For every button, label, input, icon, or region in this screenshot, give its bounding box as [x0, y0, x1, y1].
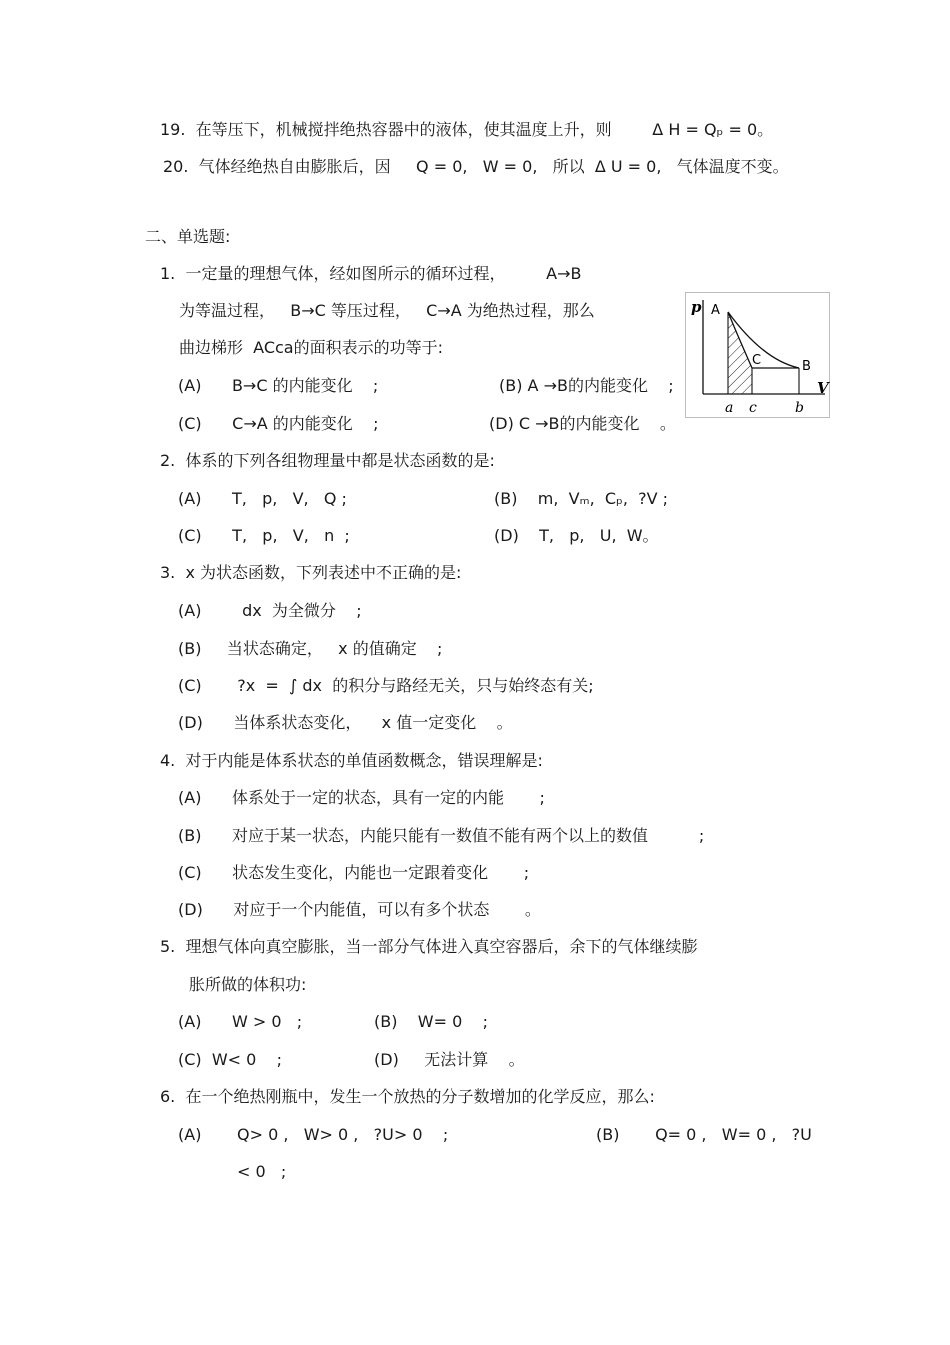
- question-3-option-c: (C) ?x = ∫ dx 的积分与路经无关，只与始终态有关;: [178, 676, 594, 695]
- question-1-option-d: (D) C →B的内能变化 。: [489, 414, 676, 433]
- point-c-label: C: [752, 353, 762, 368]
- question-1-option-a: (A) B→C 的内能变化 ;: [178, 376, 379, 395]
- point-a-label: A: [711, 303, 720, 318]
- question-2-stem: 2. 体系的下列各组物理量中都是状态函数的是:: [160, 451, 495, 470]
- axis-v-label: V: [817, 379, 829, 397]
- question-1-stem-cont: 为等温过程， B→C 等压过程， C→A 为绝热过程，那么: [179, 301, 595, 320]
- question-6-option-b: (B) Q= 0 , W= 0 , ?U: [596, 1125, 812, 1144]
- axis-p-label: p: [691, 298, 702, 316]
- question-5-option-c: (C) W< 0 ;: [178, 1050, 283, 1069]
- section-title: 二、单选题:: [145, 227, 231, 246]
- question-3-option-a: (A) dx 为全微分 ;: [178, 601, 362, 620]
- pv-cycle-diagram: [685, 292, 830, 418]
- question-3-option-d: (D) 当体系状态变化， x 值一定变化 。: [178, 713, 513, 732]
- tick-a-label: a: [725, 400, 734, 416]
- point-b-label: B: [802, 359, 811, 374]
- question-5-option-a: (A) W > 0 ;: [178, 1012, 303, 1031]
- question-5-stem: 5. 理想气体向真空膨胀，当一部分气体进入真空容器后，余下的气体继续膨: [160, 937, 698, 956]
- hatched-area-acca: [728, 312, 752, 394]
- question-2-option-b: (B) m, Vₘ, Cₚ, ?V ;: [494, 489, 669, 508]
- question-5-option-d: (D) 无法计算 。: [374, 1050, 525, 1069]
- question-1-stem: 1. 一定量的理想气体，经如图所示的循环过程， A→B: [160, 264, 582, 283]
- pv-cycle-figure: [685, 292, 830, 418]
- question-2-option-c: (C) T, p, V, n ;: [178, 526, 350, 545]
- question-4-option-b: (B) 对应于某一状态，内能只能有一数值不能有两个以上的数值 ;: [178, 826, 705, 845]
- tick-c-label: c: [749, 400, 757, 416]
- tf-question-19: 19. 在等压下，机械搅拌绝热容器中的液体，使其温度上升，则 Δ H = Qₚ = 0。: [160, 120, 774, 139]
- question-4-option-d: (D) 对应于一个内能值，可以有多个状态 。: [178, 900, 541, 919]
- question-3-option-b: (B) 当状态确定， x 的值确定 ;: [178, 639, 443, 658]
- tick-b-label: b: [795, 400, 804, 416]
- question-5-option-b: (B) W= 0 ;: [374, 1012, 489, 1031]
- question-1-option-b: (B) A →B的内能变化 ;: [499, 376, 674, 395]
- question-5-stem-cont: 胀所做的体积功:: [189, 975, 307, 994]
- question-6-stem: 6. 在一个绝热刚瓶中，发生一个放热的分子数增加的化学反应，那么:: [160, 1087, 655, 1106]
- question-4-option-a: (A) 体系处于一定的状态，具有一定的内能 ;: [178, 788, 545, 807]
- question-2-option-a: (A) T, p, V, Q ;: [178, 489, 347, 508]
- tf-question-20: 20. 气体经绝热自由膨胀后，因 Q = 0, W = 0, 所以 Δ U = 0, 气体温度不变。: [163, 157, 789, 176]
- question-4-stem: 4. 对于内能是体系状态的单值函数概念，错误理解是:: [160, 751, 543, 770]
- question-4-option-c: (C) 状态发生变化，内能也一定跟着变化 ;: [178, 863, 530, 882]
- question-2-option-d: (D) T, p, U, W。: [494, 526, 659, 545]
- question-1-option-c: (C) C→A 的内能变化 ;: [178, 414, 379, 433]
- question-6-option-a: (A) Q> 0 , W> 0 , ?U> 0 ;: [178, 1125, 449, 1144]
- question-6-option-b-cont: < 0 ;: [237, 1162, 287, 1181]
- question-1-stem-cont: 曲边梯形 ACca的面积表示的功等于:: [179, 338, 444, 357]
- question-3-stem: 3. x 为状态函数，下列表述中不正确的是:: [160, 563, 462, 582]
